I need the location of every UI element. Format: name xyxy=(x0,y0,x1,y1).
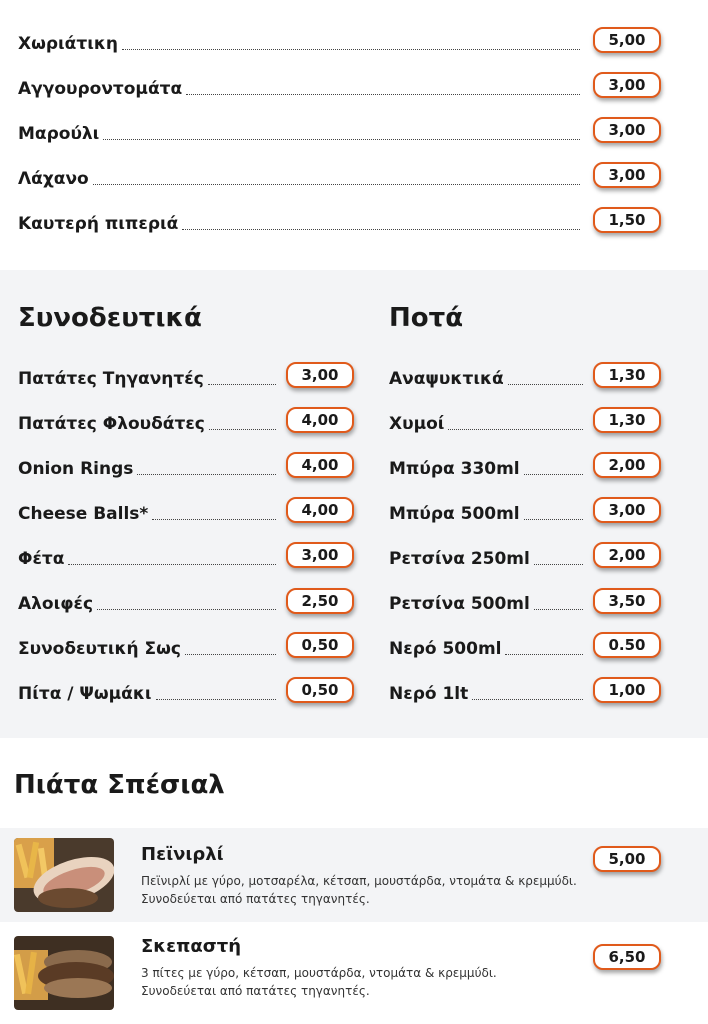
menu-item-name: Cheese Balls* xyxy=(18,504,149,524)
menu-item-row[interactable] xyxy=(389,684,589,704)
sides-heading: Συνοδευτικά xyxy=(18,303,202,333)
menu-item-name: Νερό 1lt xyxy=(389,684,469,704)
menu-item-row[interactable] xyxy=(18,504,282,524)
dot-leader xyxy=(152,519,276,520)
menu-item-name: Νερό 500ml xyxy=(389,639,502,659)
price-badge: 2,50 xyxy=(286,588,354,614)
menu-item-name: Μπύρα 500ml xyxy=(389,504,520,524)
special-item-name: Πεϊνιρλί xyxy=(141,844,224,865)
price-badge: 6,50 xyxy=(593,944,661,970)
menu-item-row[interactable] xyxy=(18,594,282,614)
dot-leader xyxy=(534,564,583,565)
menu-item-row[interactable] xyxy=(18,369,282,389)
menu-item-name: Συνοδευτική Σως xyxy=(18,639,182,659)
price-badge: 0.50 xyxy=(593,632,661,658)
menu-item-name: Χωριάτικη xyxy=(18,34,119,54)
drinks-heading: Ποτά xyxy=(389,303,464,333)
menu-item-row[interactable] xyxy=(389,459,589,479)
dot-leader xyxy=(186,94,580,95)
menu-item-name: Onion Rings xyxy=(18,459,134,479)
menu-item-name: Πατάτες Φλουδάτες xyxy=(18,414,205,434)
menu-item-row[interactable] xyxy=(18,414,282,434)
dot-leader xyxy=(103,139,580,140)
special-item-desc-line: 3 πίτες με γύρο, κέτσαπ, μουστάρδα, ντομάτα & κρεμμύδι. xyxy=(141,966,497,980)
price-badge: 0,50 xyxy=(286,632,354,658)
menu-item-row[interactable] xyxy=(18,639,282,659)
price-badge: 1,30 xyxy=(593,407,661,433)
dot-leader xyxy=(182,229,580,230)
special-item[interactable] xyxy=(0,926,708,1020)
menu-item-name: Ρετσίνα 500ml xyxy=(389,594,530,614)
menu-item-row[interactable] xyxy=(18,459,282,479)
dot-leader xyxy=(534,609,583,610)
special-item-description xyxy=(141,872,581,908)
menu-item-row[interactable] xyxy=(18,79,586,99)
price-badge: 3,00 xyxy=(593,117,661,143)
price-badge: 5,00 xyxy=(593,27,661,53)
dot-leader xyxy=(505,654,583,655)
menu-item-row[interactable] xyxy=(18,34,586,54)
menu-item-name: Χυμοί xyxy=(389,414,445,434)
specials-heading: Πιάτα Σπέσιαλ xyxy=(14,770,225,800)
dot-leader xyxy=(122,49,580,50)
menu-item-row[interactable] xyxy=(389,549,589,569)
dot-leader xyxy=(508,384,583,385)
dot-leader xyxy=(208,384,276,385)
menu-item-row[interactable] xyxy=(389,639,589,659)
price-badge: 4,00 xyxy=(286,497,354,523)
specials-section xyxy=(0,738,708,1024)
menu-item-name: Πίτα / Ψωμάκι xyxy=(18,684,152,704)
menu-item-name: Ρετσίνα 250ml xyxy=(389,549,530,569)
special-item-desc-line: Συνοδεύεται από πατάτες τηγανητές. xyxy=(141,892,370,906)
price-badge: 1,30 xyxy=(593,362,661,388)
special-item[interactable] xyxy=(0,828,708,922)
price-badge: 2,00 xyxy=(593,542,661,568)
dot-leader xyxy=(524,474,583,475)
menu-item-name: Καυτερή πιπεριά xyxy=(18,214,179,234)
menu-item-row[interactable] xyxy=(389,369,589,389)
price-badge: 3,00 xyxy=(286,542,354,568)
dot-leader xyxy=(524,519,583,520)
menu-item-row[interactable] xyxy=(389,414,589,434)
menu-item-name: Πατάτες Τηγανητές xyxy=(18,369,204,389)
dot-leader xyxy=(93,184,580,185)
special-item-desc-line: Πεϊνιρλί με γύρο, μοτσαρέλα, κέτσαπ, μουστάρδα, ντομάτα & κρεμμύδι. xyxy=(141,874,577,888)
dish-photo xyxy=(14,838,114,912)
menu-item-name: Μαρούλι xyxy=(18,124,100,144)
special-item-description xyxy=(141,964,581,1000)
dot-leader xyxy=(97,609,276,610)
menu-item-row[interactable] xyxy=(18,124,586,144)
menu-item-name: Λάχανο xyxy=(18,169,89,189)
price-badge: 0,50 xyxy=(286,677,354,703)
dot-leader xyxy=(137,474,276,475)
special-item-name: Σκεπαστή xyxy=(141,936,242,957)
dot-leader xyxy=(156,699,276,700)
price-badge: 3,00 xyxy=(593,72,661,98)
price-badge: 3,00 xyxy=(593,497,661,523)
price-badge: 4,00 xyxy=(286,407,354,433)
menu-item-name: Φέτα xyxy=(18,549,65,569)
price-badge: 1,50 xyxy=(593,207,661,233)
price-badge: 3,50 xyxy=(593,588,661,614)
menu-item-name: Αλοιφές xyxy=(18,594,94,614)
menu-item-name: Αγγουροντομάτα xyxy=(18,79,183,99)
menu-item-row[interactable] xyxy=(18,214,586,234)
sides-drinks-section xyxy=(0,270,708,738)
dot-leader xyxy=(68,564,276,565)
price-badge: 5,00 xyxy=(593,846,661,872)
price-badge: 3,00 xyxy=(286,362,354,388)
price-badge: 2,00 xyxy=(593,452,661,478)
menu-item-row[interactable] xyxy=(18,549,282,569)
price-badge: 1,00 xyxy=(593,677,661,703)
menu-item-row[interactable] xyxy=(389,594,589,614)
price-badge: 3,00 xyxy=(593,162,661,188)
menu-item-row[interactable] xyxy=(18,169,586,189)
dot-leader xyxy=(448,429,583,430)
dot-leader xyxy=(209,429,276,430)
menu-item-name: Αναψυκτικά xyxy=(389,369,504,389)
salads-section xyxy=(0,0,708,270)
menu-item-row[interactable] xyxy=(18,684,282,704)
dot-leader xyxy=(185,654,276,655)
dish-photo xyxy=(14,936,114,1010)
menu-item-row[interactable] xyxy=(389,504,589,524)
price-badge: 4,00 xyxy=(286,452,354,478)
menu-item-name: Μπύρα 330ml xyxy=(389,459,520,479)
dot-leader xyxy=(472,699,583,700)
special-item-desc-line: Συνοδεύεται από πατάτες τηγανητές. xyxy=(141,984,370,998)
